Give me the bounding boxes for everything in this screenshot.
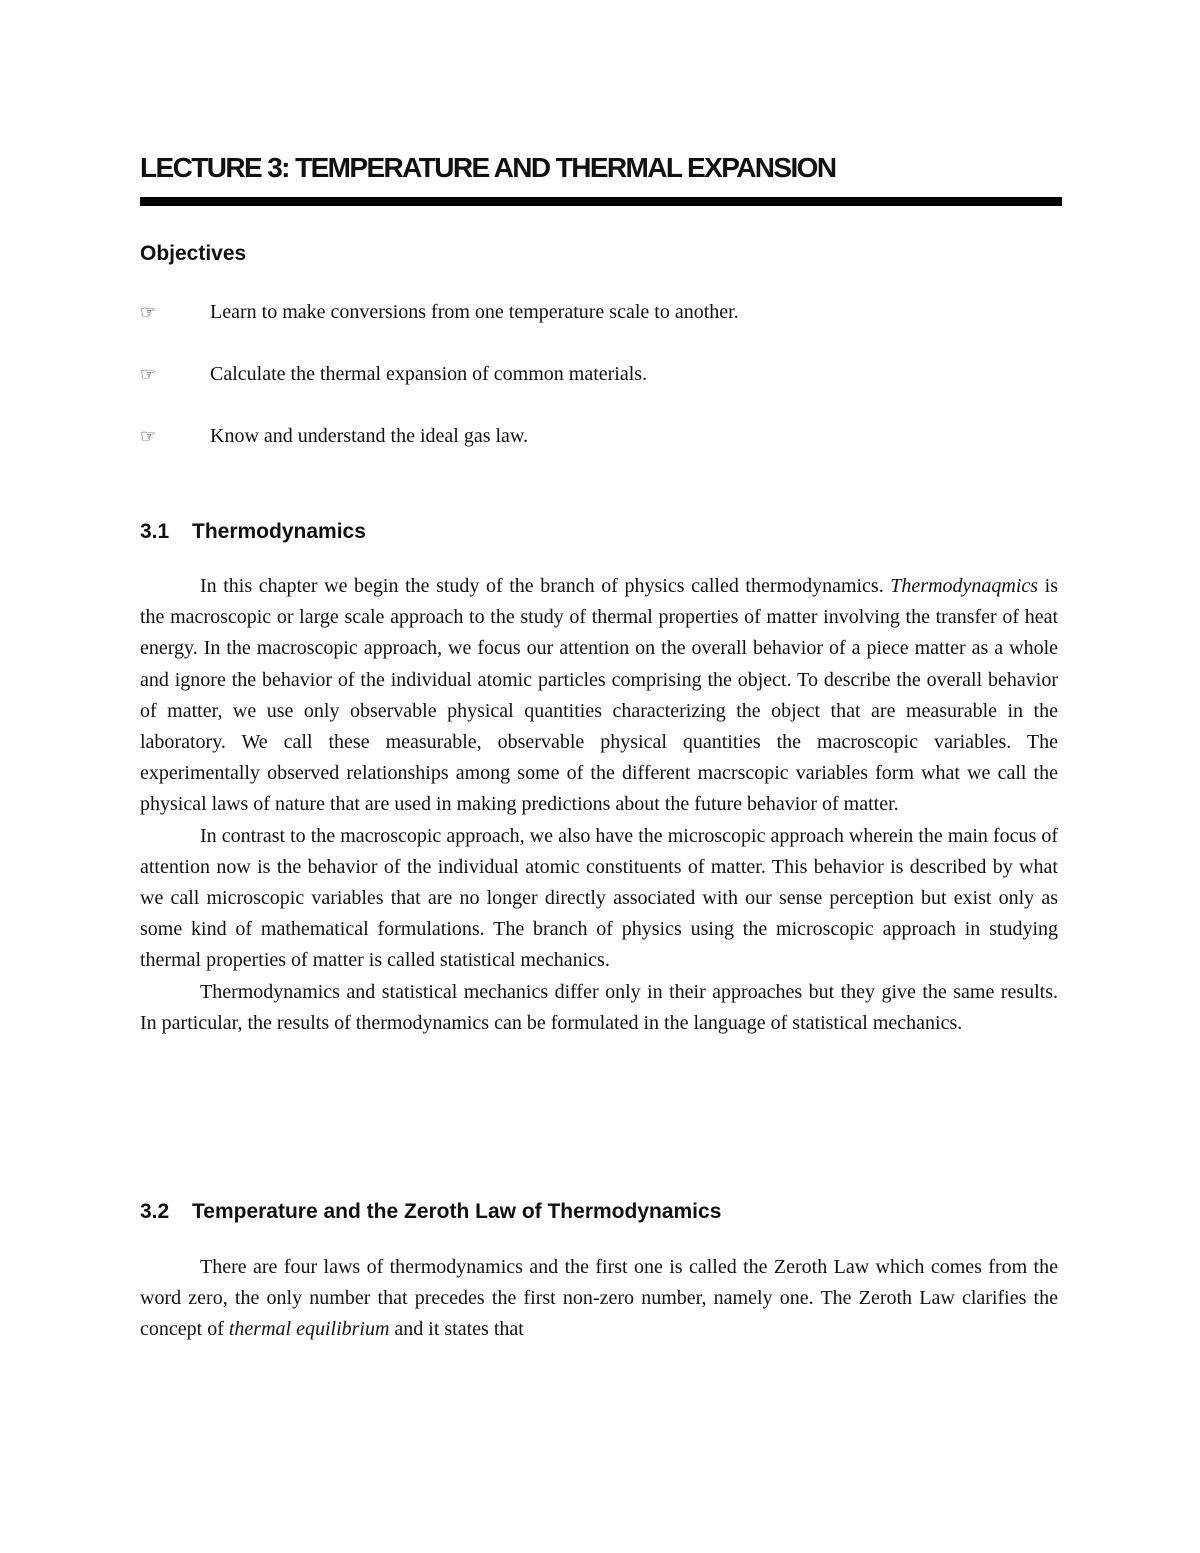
objective-item (140, 424, 528, 449)
paragraph-intro: There are four laws of thermodynamics and the first one is called the Zeroth Law which comes from the word zero, the only number that precedes the first non-zero number, namely one. The Zeroth Law clarifies the concept of (140, 1256, 1058, 1341)
title-rule (140, 197, 1062, 206)
paragraph (140, 1252, 1058, 1346)
italic-term: Thermodynaqmics (890, 575, 1039, 597)
lecture-title: LECTURE 3: TEMPERATURE AND THERMAL EXPANSION (140, 152, 836, 183)
paragraph-rest: and it states that (389, 1318, 524, 1341)
italic-term: thermal equilibrium (228, 1318, 390, 1341)
objective-item (140, 362, 647, 387)
objective-text: Know and understand the ideal gas law. (210, 425, 529, 447)
objective-text: Learn to make conversions from one temperature scale to another. (210, 301, 739, 323)
section-title: Temperature and the Zeroth Law of Thermodynamics (192, 1200, 722, 1223)
section-title: Thermodynamics (192, 520, 366, 543)
section-number: 3.2 (140, 1200, 170, 1223)
section-number: 3.1 (140, 520, 170, 543)
section-body (140, 1252, 1058, 1346)
pointing-hand-icon: ☞ (140, 364, 157, 385)
paragraph: Thermodynamics and statistical mechanics differ only in their approaches but they give the same results. In particular, the results of thermodynamics can be formulated in the language of statistical mechanics. (140, 980, 1058, 1034)
objective-item (140, 300, 739, 325)
pointing-hand-icon: ☞ (140, 302, 157, 323)
section-body (140, 571, 1058, 1039)
section-heading (140, 1200, 721, 1224)
objective-text: Calculate the thermal expansion of common materials. (210, 363, 648, 385)
paragraph (140, 571, 1058, 821)
objectives-heading: Objectives (140, 242, 247, 265)
paragraph: In contrast to the macroscopic approach, we also have the microscopic approach wherein the main focus of attention now is the behavior of the individual atomic constituents of matter. This behavior is described by what we call microscopic variables that are no longer directly associated with our sense perception but exist only as some kind of mathematical formulations. The branch of physics using the microscopic approach in studying thermal properties of matter is called statistical mechanics. (140, 824, 1058, 972)
section-heading (140, 520, 366, 544)
paragraph-rest: is the macroscopic or large scale approach to the study of thermal properties of matter involving the transfer of heat energy. In the macroscopic approach, we focus our attention on the overall behavior of a piece matter as a whole and ignore the behavior of the individual atomic particles comprising the object. To describe the overall behavior of matter, we use only observable physical quantities characterizing the object that are measurable in the laboratory. We call these measurable, observable physical quantities the macroscopic variables. The experimentally observed relationships among some of the different macrscopic variables form what we call the physical laws of nature that are used in making predictions about the future behavior of matter. (140, 575, 1058, 816)
paragraph-intro: In this chapter we begin the study of the branch of physics called thermodynamics. (200, 575, 891, 597)
pointing-hand-icon: ☞ (140, 426, 157, 447)
